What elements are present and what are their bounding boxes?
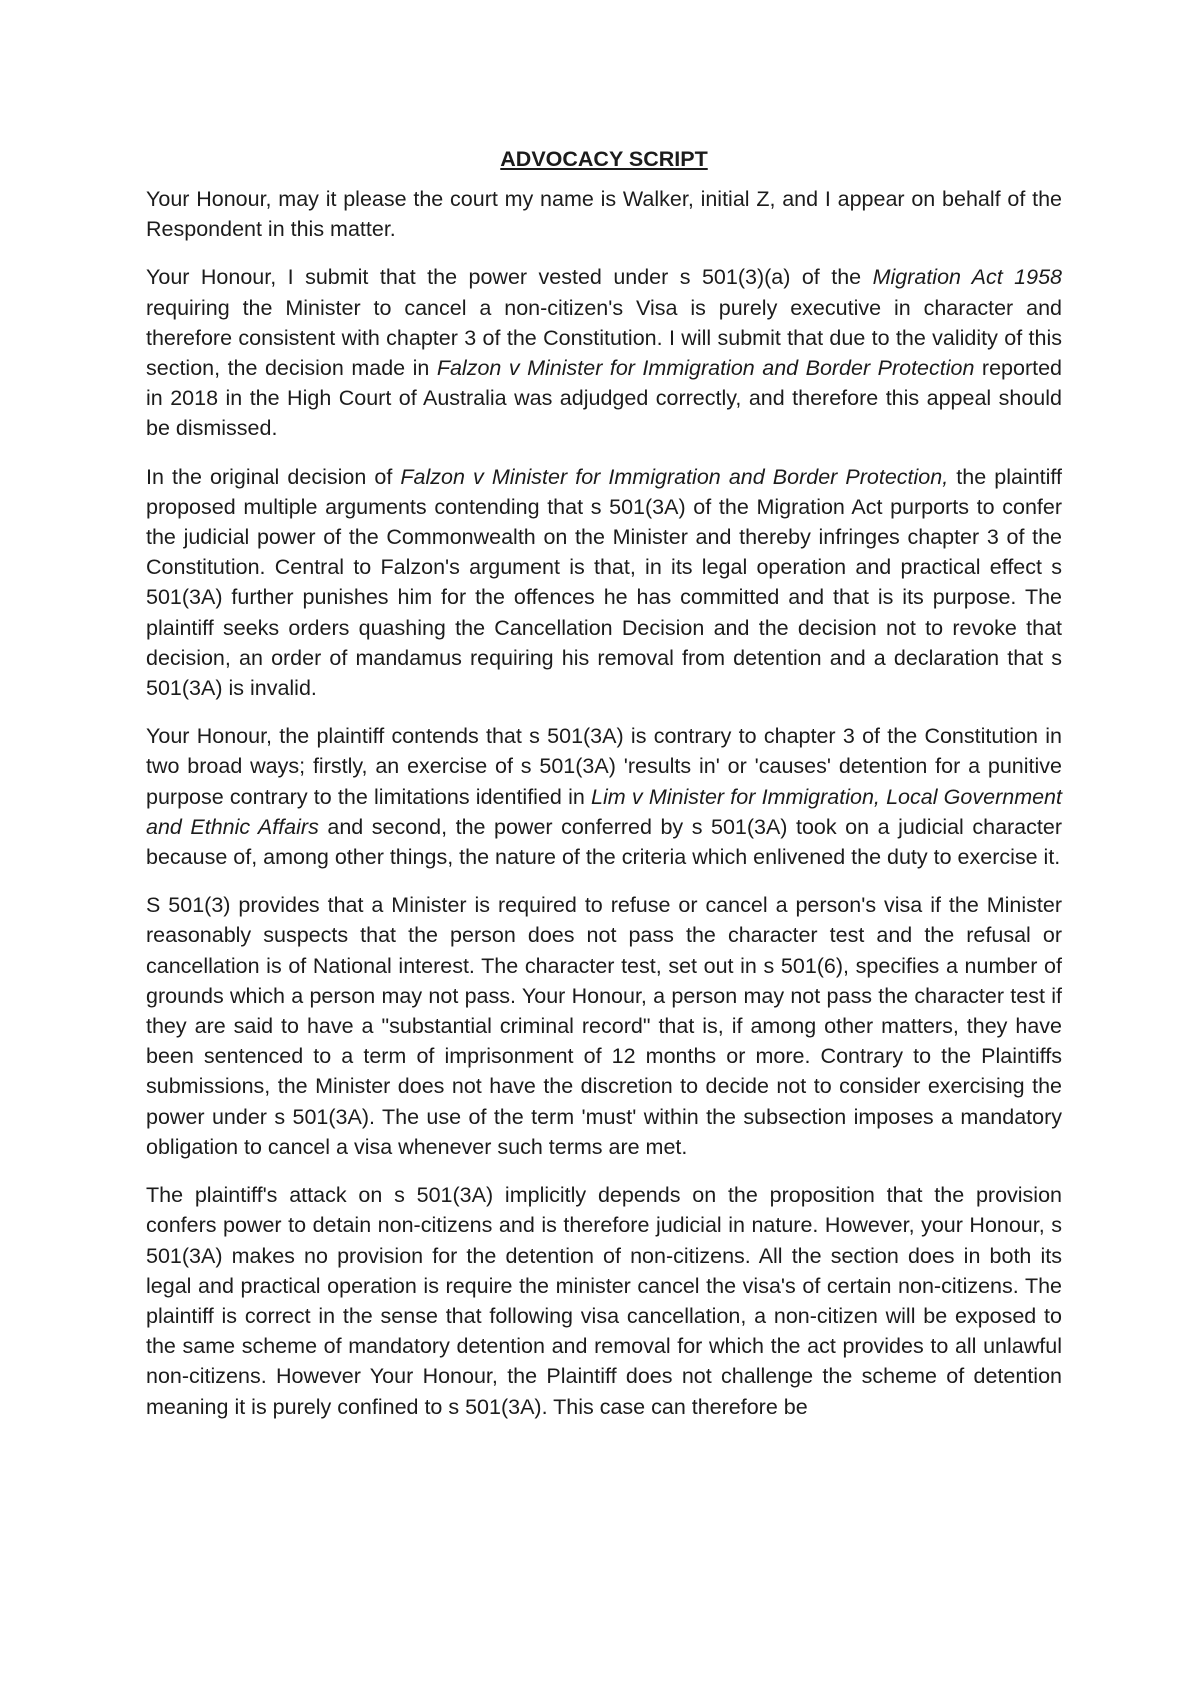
paragraph-introduction: Your Honour, may it please the court my name is Walker, initial Z, and I appear on behalf of the Respondent in this matter. xyxy=(146,187,1062,242)
statute-citation: Migration Act 1958 xyxy=(872,265,1062,290)
case-citation: Lim v Minister for Immigration, Local Government and Ethnic Affairs xyxy=(146,784,1062,839)
paragraph-submission xyxy=(146,262,1062,443)
paragraph-text: requiring the Minister to cancel a non-citizen's Visa is purely executive in character and therefore consistent with chapter 3 of the Constitution. I will submit that due to the validity of this section, the decision made in xyxy=(146,295,1062,381)
case-citation: Falzon v Minister for Immigration and Border Protection, xyxy=(400,464,949,489)
paragraph-text: and second, the power conferred by s 501(3A) took on a judicial character because of, among other things, the nature of the criteria which enlivened the duty to exercise it. xyxy=(146,814,1062,870)
paragraph-text: the plaintiff proposed multiple arguments contending that s 501(3A) of the Migration Act purports to confer the judicial power of the Commonwealth on the Minister and thereby infringes chapter 3 of the Constitution. Central to Falzon's argument is that, in its legal operation and practical effect s 501(3A) further punishes him for the offences he has committed and that is its purpose. The plaintiff seeks orders quashing the Cancellation Decision and the decision not to revoke that decision, an order of mandamus requiring his removal from detention and a declaration that s 501(3A) is invalid. xyxy=(146,464,1062,701)
document-title: ADVOCACY SCRIPT xyxy=(500,147,708,171)
paragraph-original-decision xyxy=(146,462,1062,704)
paragraph-text: Your Honour, I submit that the power vested under s 501(3)(a) of the xyxy=(146,265,873,290)
paragraph-plaintiff-attack: The plaintiff's attack on s 501(3A) implicitly depends on the proposition that the provision confers power to detain non-citizens and is therefore judicial in nature. However, your Honour, s 501(3A) makes no provision for the detention of non-citizens. All the section does in both its legal and practical operation is require the minister cancel the visa's of certain non-citizens. The plaintiff is correct in the sense that following visa cancellation, a non-citizen will be exposed to the same scheme of mandatory detention and removal for which the act provides to all unlawful non-citizens. However Your Honour, the Plaintiff does not challenge the scheme of detention meaning it is purely confined to s 501(3A). This case can therefore be xyxy=(146,1183,1062,1419)
paragraph-text: In the original decision of xyxy=(146,464,401,489)
paragraph-text: reported in 2018 in the High Court of Australia was adjudged correctly, and therefore this appeal should be dismissed. xyxy=(146,356,1062,441)
paragraph-character-test: S 501(3) provides that a Minister is required to refuse or cancel a person's visa if the Minister reasonably suspects that the person does not pass the character test and the refusal or cancellation is of National interest. The character test, set out in s 501(6), specifies a number of grounds which a person may not pass. Your Honour, a person may not pass the character test if they are said to have a "substantial criminal record" that is, if among other matters, they have been sentenced to a term of imprisonment of 12 months or more. Contrary to the Plaintiffs submissions, the Minister does not have the discretion to decide not to consider exercising the power under s 501(3A). The use of the term 'must' within the subsection imposes a mandatory obligation to cancel a visa whenever such terms are met. xyxy=(146,893,1062,1159)
paragraph-text: Your Honour, the plaintiff contends that s 501(3A) is contrary to chapter 3 of the Constitution in two broad ways; firstly, an exercise of s 501(3A) 'results in' or 'causes' detention for a punitive purpose contrary to the limitations identified in xyxy=(146,724,1062,809)
case-citation: Falzon v Minister for Immigration and Border Protection xyxy=(436,356,975,381)
document-body xyxy=(146,142,1062,1440)
paragraph-plaintiff-contentions xyxy=(146,721,1062,872)
